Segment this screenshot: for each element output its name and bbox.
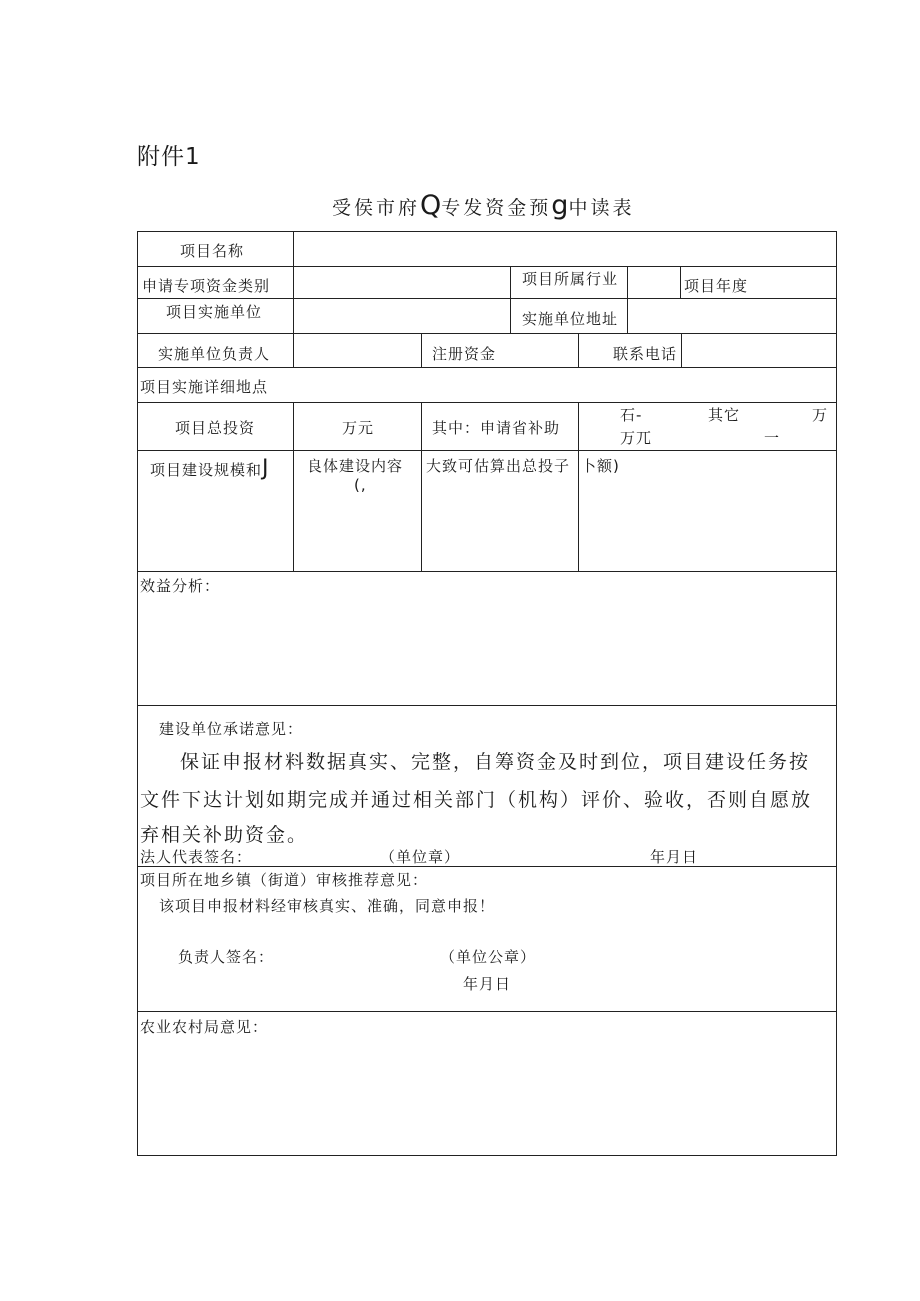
subsidy-text-c: 万 xyxy=(812,406,829,424)
title-part-3: 中读表 xyxy=(568,197,635,219)
fund-category-label: 申请专项资金类别 xyxy=(142,277,271,295)
provincial-subsidy-label: 其中：申请省补助 xyxy=(432,419,561,437)
subsidy-text-e: 一 xyxy=(764,429,781,447)
commitment-line-2: 文件下达计划如期完成并通过相关部门（机构）评价、验收，否则自愿放 xyxy=(140,789,813,811)
year-label: 项目年度 xyxy=(684,277,749,295)
township-statement: 该项目申报材料经审核真实、准确，同意申报！ xyxy=(159,897,496,915)
commitment-line-3: 弃相关补助资金。 xyxy=(140,824,309,846)
form-title xyxy=(332,190,634,221)
unit-head-label: 实施单位负责人 xyxy=(158,345,271,363)
township-date: 年月日 xyxy=(463,975,512,993)
project-name-label: 项目名称 xyxy=(180,242,245,260)
unit-address-label: 实施单位地址 xyxy=(522,310,619,328)
wan-yuan-unit: 万元 xyxy=(342,419,375,437)
title-glyph-2: g xyxy=(551,190,569,221)
commitment-date: 年月日 xyxy=(650,848,699,866)
subsidy-text-a: 石- xyxy=(620,406,643,424)
estimate-suffix: 卜额) xyxy=(581,457,620,475)
commitment-label: 建设单位承诺意见： xyxy=(159,720,304,738)
township-seal: （单位公章） xyxy=(440,948,537,966)
registered-capital-label: 注册资金 xyxy=(432,345,497,363)
detailed-address-label: 项目实施详细地点 xyxy=(140,378,269,396)
title-part-2: 专发资金预 xyxy=(441,197,552,219)
attachment-label: 附件1 xyxy=(137,144,201,170)
unit-seal: （单位章） xyxy=(380,848,461,866)
phone-label: 联系电话 xyxy=(613,345,678,363)
benefit-analysis-label: 效益分析： xyxy=(140,577,221,595)
title-glyph-1: Q xyxy=(420,190,442,221)
implementing-unit-label: 项目实施单位 xyxy=(166,303,263,321)
total-investment-label: 项目总投资 xyxy=(175,419,256,437)
content-sub: (, xyxy=(354,476,367,494)
industry-label: 项目所属行业 xyxy=(522,270,619,288)
agri-bureau-label: 农业农村局意见： xyxy=(140,1018,269,1036)
subsidy-text-d: 万兀 xyxy=(620,429,653,447)
scale-label-text: 项目建设规模和 xyxy=(150,461,263,479)
township-review-label: 项目所在地乡镇（街道）审核推荐意见： xyxy=(140,871,429,889)
subsidy-text-b: 其它 xyxy=(708,406,741,424)
estimate-label: 大致可估算出总投子 xyxy=(426,457,571,475)
scale-label-glyph: J xyxy=(262,456,270,481)
title-part-1: 受侯市府 xyxy=(332,197,421,219)
commitment-line-1: 保证申报材料数据真实、完整，自筹资金及时到位，项目建设任务按 xyxy=(180,751,811,773)
scale-label xyxy=(150,456,270,481)
township-signer: 负责人签名： xyxy=(178,948,275,966)
legal-rep-signature: 法人代表签名： xyxy=(140,848,253,866)
content-label: 良体建设内容 xyxy=(307,457,404,475)
